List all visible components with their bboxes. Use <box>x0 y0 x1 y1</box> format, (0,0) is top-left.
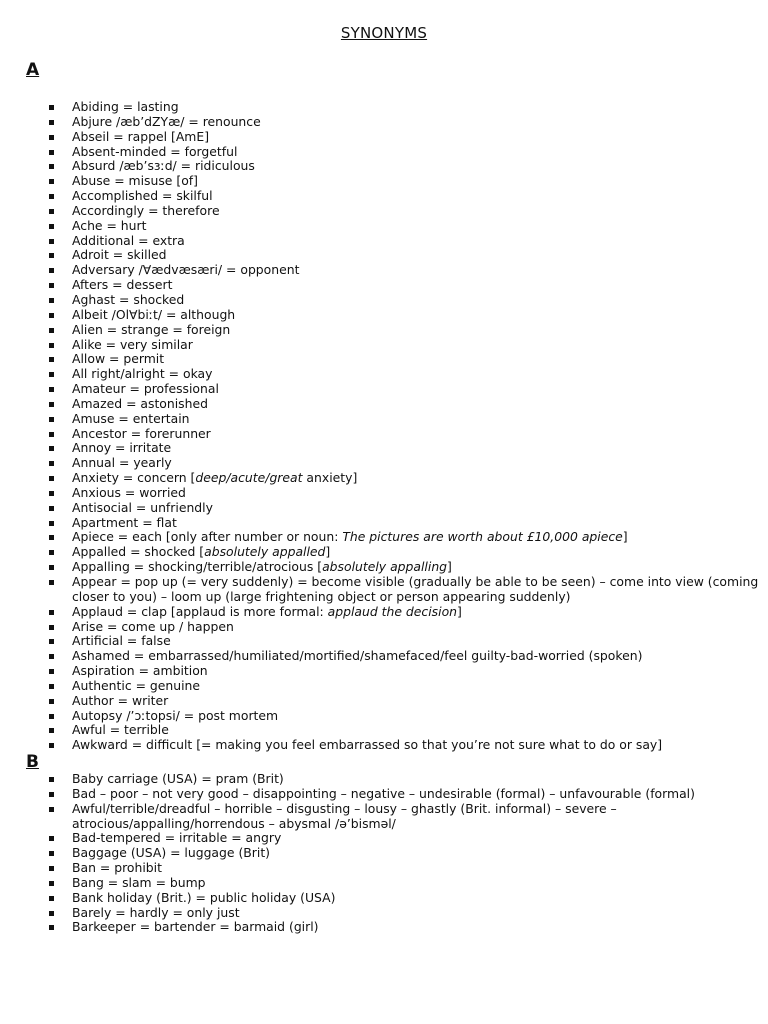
list-item <box>47 278 759 293</box>
list-item <box>47 174 759 189</box>
entry-text: Barely = hardly = only just <box>72 904 240 920</box>
list-item <box>47 530 759 545</box>
bullet-icon <box>49 521 54 526</box>
entry-text: Bang = slam = bump <box>72 874 206 890</box>
bullet-icon <box>49 836 54 841</box>
list-item <box>47 441 759 456</box>
list-item <box>47 219 759 234</box>
entry-example-text: absolutely appalling <box>322 559 448 575</box>
bullet-icon <box>49 179 54 184</box>
bullet-icon <box>49 253 54 258</box>
entry-text: Afters = dessert <box>72 277 173 293</box>
entry-text: Abuse = misuse [of] <box>72 173 198 189</box>
list-item <box>47 516 759 531</box>
bullet-icon <box>49 565 54 570</box>
bullet-icon <box>49 911 54 916</box>
entry-text: ] <box>447 559 452 575</box>
list-item <box>47 772 759 787</box>
entry-text: Aghast = shocked <box>72 291 185 307</box>
synonym-list-a <box>47 100 759 753</box>
list-item <box>47 738 759 753</box>
list-item <box>47 338 759 353</box>
entry-text: ] <box>622 529 628 545</box>
page-title: SYNONYMS <box>340 24 428 42</box>
entry-text: Autopsy /’ɔːtopsi/ = post mortem <box>72 707 279 723</box>
bullet-icon <box>49 684 54 689</box>
list-item <box>47 412 759 427</box>
entry-text: Antisocial = unfriendly <box>72 499 213 515</box>
bullet-icon <box>49 372 54 377</box>
entry-text: Bad-tempered = irritable = angry <box>72 830 282 846</box>
entry-text: Additional = extra <box>72 232 185 248</box>
bullet-icon <box>49 313 54 318</box>
entry-text: Anxiety = concern [ <box>72 470 196 486</box>
entry-text: Albeit /Ol∀biːt/ = although <box>72 306 236 322</box>
bullet-icon <box>49 654 54 659</box>
list-item <box>47 159 759 174</box>
list-item <box>47 100 759 115</box>
list-item <box>47 397 759 412</box>
entry-text: Awful/terrible/dreadful – horrible – disgusting – lousy – ghastly (Brit. informal) – severe – atrocious/appalling/horrendous – abysmal /ə’bisməl/ <box>72 800 617 831</box>
list-item <box>47 920 759 935</box>
entry-text: Bad – poor – not very good – disappointing – negative – undesirable (formal) – unfavourable (formal) <box>72 785 695 801</box>
entry-text: Ban = prohibit <box>72 860 162 876</box>
bullet-icon <box>49 699 54 704</box>
bullet-icon <box>49 807 54 812</box>
bullet-icon <box>49 239 54 244</box>
bullet-icon <box>49 298 54 303</box>
entry-text: Ache = hurt <box>72 217 147 233</box>
entry-text: Appalling = shocking/terrible/atrocious [ <box>72 559 323 575</box>
bullet-icon <box>49 550 54 555</box>
bullet-icon <box>49 491 54 496</box>
list-item <box>47 367 759 382</box>
list-item <box>47 545 759 560</box>
bullet-icon <box>49 743 54 748</box>
list-item <box>47 876 759 891</box>
entry-text: Appalled = shocked [ <box>72 544 205 560</box>
list-item <box>47 906 759 921</box>
bullet-icon <box>49 728 54 733</box>
entry-text: ] <box>325 544 331 560</box>
bullet-icon <box>49 105 54 110</box>
entry-text: Baby carriage (USA) = pram (Brit) <box>72 771 284 786</box>
entry-text: Applaud = clap [applaud is more formal: <box>72 603 328 619</box>
bullet-icon <box>49 476 54 481</box>
bullet-icon <box>49 402 54 407</box>
list-item <box>47 456 759 471</box>
bullet-icon <box>49 343 54 348</box>
entry-text: Awful = terrible <box>72 722 169 738</box>
bullet-icon <box>49 283 54 288</box>
bullet-icon <box>49 164 54 169</box>
list-item <box>47 471 759 486</box>
entry-text: Amuse = entertain <box>72 410 190 426</box>
bullet-icon <box>49 417 54 422</box>
bullet-icon <box>49 461 54 466</box>
list-item <box>47 145 759 160</box>
list-item <box>47 723 759 738</box>
entry-text: Author = writer <box>72 692 169 708</box>
bullet-icon <box>49 432 54 437</box>
list-item <box>47 130 759 145</box>
entry-text: Absurd /æb’sɜːd/ = ridiculous <box>72 158 255 174</box>
entry-text: Accomplished = skilful <box>72 188 213 204</box>
list-item <box>47 263 759 278</box>
entry-text: Absent-minded = forgetful <box>72 143 238 159</box>
entry-text: Bank holiday (Brit.) = public holiday (USA) <box>72 889 336 905</box>
bullet-icon <box>49 446 54 451</box>
entry-text: Annoy = irritate <box>72 440 172 456</box>
entry-text: Appear = pop up (= very suddenly) = become visible (gradually be able to be seen) – come into view (coming closer to you) – loom up (large frightening object or person appearing suddenly) <box>72 574 759 604</box>
bullet-icon <box>49 150 54 155</box>
bullet-icon <box>49 625 54 630</box>
entry-text: Apiece = each [only after number or noun: <box>72 529 343 545</box>
list-item <box>47 787 759 802</box>
bullet-icon <box>49 777 54 782</box>
list-item <box>47 575 759 605</box>
list-item <box>47 501 759 516</box>
list-item <box>47 560 759 575</box>
bullet-icon <box>49 120 54 125</box>
entry-text: Amateur = professional <box>72 381 219 397</box>
bullet-icon <box>49 851 54 856</box>
list-item <box>47 293 759 308</box>
entry-example-text: applaud the decision <box>327 603 458 619</box>
list-item <box>47 248 759 263</box>
bullet-icon <box>49 610 54 615</box>
entry-text: Adversary /∀ædvæsæri/ = opponent <box>72 262 300 278</box>
entry-text: Awkward = difficult [= making you feel embarrassed so that you’re not sure what to do or say] <box>72 737 663 753</box>
bullet-icon <box>49 714 54 719</box>
entry-text: Alike = very similar <box>72 336 193 352</box>
entry-text: Anxious = worried <box>72 484 186 500</box>
bullet-icon <box>49 209 54 214</box>
entry-text: Arise = come up / happen <box>72 618 234 634</box>
synonym-list-b <box>47 772 759 935</box>
entry-text: Alien = strange = foreign <box>72 321 231 337</box>
bullet-icon <box>49 896 54 901</box>
entry-example-text: deep/acute/great <box>195 470 303 486</box>
list-item <box>47 694 759 709</box>
entry-text: Ancestor = forerunner <box>72 425 211 441</box>
entry-text: Artificial = false <box>72 633 171 649</box>
bullet-icon <box>49 580 54 585</box>
list-item <box>47 679 759 694</box>
entry-text: All right/alright = okay <box>72 366 213 382</box>
bullet-icon <box>49 506 54 511</box>
entry-example-text: The pictures are worth about £10,000 apiece <box>342 529 623 545</box>
list-item <box>47 649 759 664</box>
bullet-icon <box>49 194 54 199</box>
section-heading-a: A <box>26 60 40 80</box>
bullet-icon <box>49 535 54 540</box>
list-item <box>47 802 759 832</box>
entry-text: Abiding = lasting <box>72 99 179 114</box>
entry-text: Abseil = rappel [AmE] <box>72 128 210 144</box>
bullet-icon <box>49 387 54 392</box>
bullet-icon <box>49 866 54 871</box>
entry-text: Allow = permit <box>72 351 165 367</box>
bullet-icon <box>49 881 54 886</box>
list-item <box>47 831 759 846</box>
list-item <box>47 846 759 861</box>
entry-text: Accordingly = therefore <box>72 202 220 218</box>
list-item <box>47 234 759 249</box>
entry-text: Abjure /æb’dZYæ/ = renounce <box>72 113 261 129</box>
bullet-icon <box>49 268 54 273</box>
bullet-icon <box>49 224 54 229</box>
list-item <box>47 634 759 649</box>
section-heading-b: B <box>26 752 39 772</box>
entry-text: Baggage (USA) = luggage (Brit) <box>72 845 271 861</box>
bullet-icon <box>49 639 54 644</box>
bullet-icon <box>49 357 54 362</box>
list-item <box>47 115 759 130</box>
list-item <box>47 664 759 679</box>
list-item <box>47 308 759 323</box>
bullet-icon <box>49 669 54 674</box>
entry-text: Authentic = genuine <box>72 677 201 693</box>
bullet-icon <box>49 925 54 930</box>
list-item <box>47 323 759 338</box>
entry-text: Ashamed = embarrassed/humiliated/mortified/shamefaced/feel guilty-bad-worried (spoken) <box>72 648 643 664</box>
bullet-icon <box>49 135 54 140</box>
entry-text: Annual = yearly <box>72 455 172 471</box>
list-item <box>47 709 759 724</box>
entry-text: Adroit = skilled <box>72 247 167 263</box>
entry-text: Apartment = flat <box>72 514 177 530</box>
bullet-icon <box>49 328 54 333</box>
entry-text: ] <box>457 603 462 619</box>
list-item <box>47 486 759 501</box>
list-item <box>47 352 759 367</box>
entry-example-text: absolutely appalled <box>204 544 326 560</box>
entry-text: anxiety] <box>302 470 358 486</box>
list-item <box>47 382 759 397</box>
list-item <box>47 204 759 219</box>
list-item <box>47 891 759 906</box>
entry-text: Barkeeper = bartender = barmaid (girl) <box>72 919 319 935</box>
list-item <box>47 427 759 442</box>
list-item <box>47 189 759 204</box>
entry-text: Amazed = astonished <box>72 395 208 411</box>
list-item <box>47 605 759 620</box>
bullet-icon <box>49 792 54 797</box>
list-item <box>47 861 759 876</box>
list-item <box>47 620 759 635</box>
entry-text: Aspiration = ambition <box>72 663 208 679</box>
